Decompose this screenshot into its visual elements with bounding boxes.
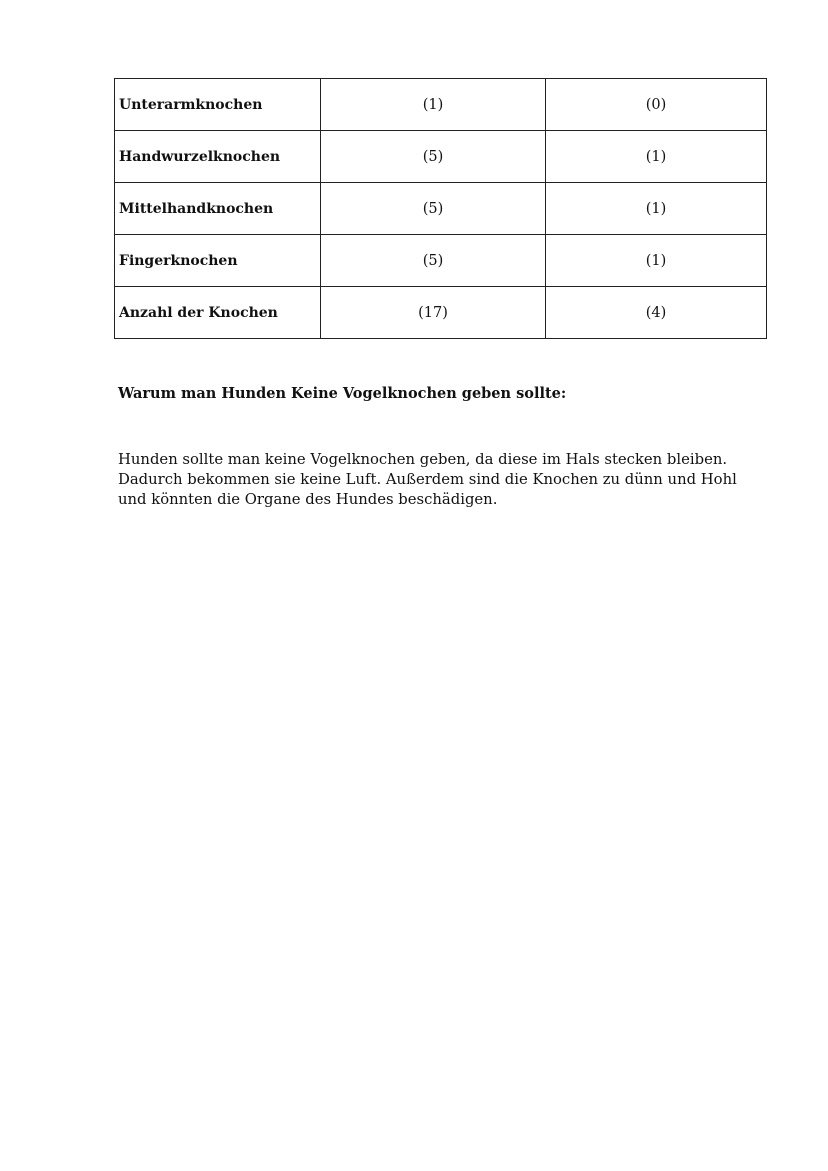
cell-value: (17) <box>321 287 546 339</box>
cell-value: (0) <box>546 79 767 131</box>
row-label: Mittelhandknochen <box>115 183 321 235</box>
cell-value: (5) <box>321 131 546 183</box>
table-row <box>115 183 767 235</box>
cell-value: (4) <box>546 287 767 339</box>
cell-value: (1) <box>546 131 767 183</box>
table-row <box>115 79 767 131</box>
section-heading: Warum man Hunden Keine Vogelknochen geben sollte: <box>118 385 567 402</box>
row-label: Handwurzelknochen <box>115 131 321 183</box>
table-row <box>115 287 767 339</box>
body-paragraph: Hunden sollte man keine Vogelknochen geben, da diese im Hals stecken bleiben. Dadurch bekommen sie keine Luft. Außerdem sind die Knochen zu dünn und Hohl und könnten die Organe des Hundes beschädigen. <box>118 451 737 508</box>
cell-value: (5) <box>321 235 546 287</box>
bones-table <box>114 78 767 339</box>
row-label: Anzahl der Knochen <box>115 287 321 339</box>
row-label: Fingerknochen <box>115 235 321 287</box>
table-row <box>115 235 767 287</box>
row-label: Unterarmknochen <box>115 79 321 131</box>
cell-value: (1) <box>321 79 546 131</box>
table-row <box>115 131 767 183</box>
cell-value: (1) <box>546 235 767 287</box>
cell-value: (1) <box>546 183 767 235</box>
cell-value: (5) <box>321 183 546 235</box>
